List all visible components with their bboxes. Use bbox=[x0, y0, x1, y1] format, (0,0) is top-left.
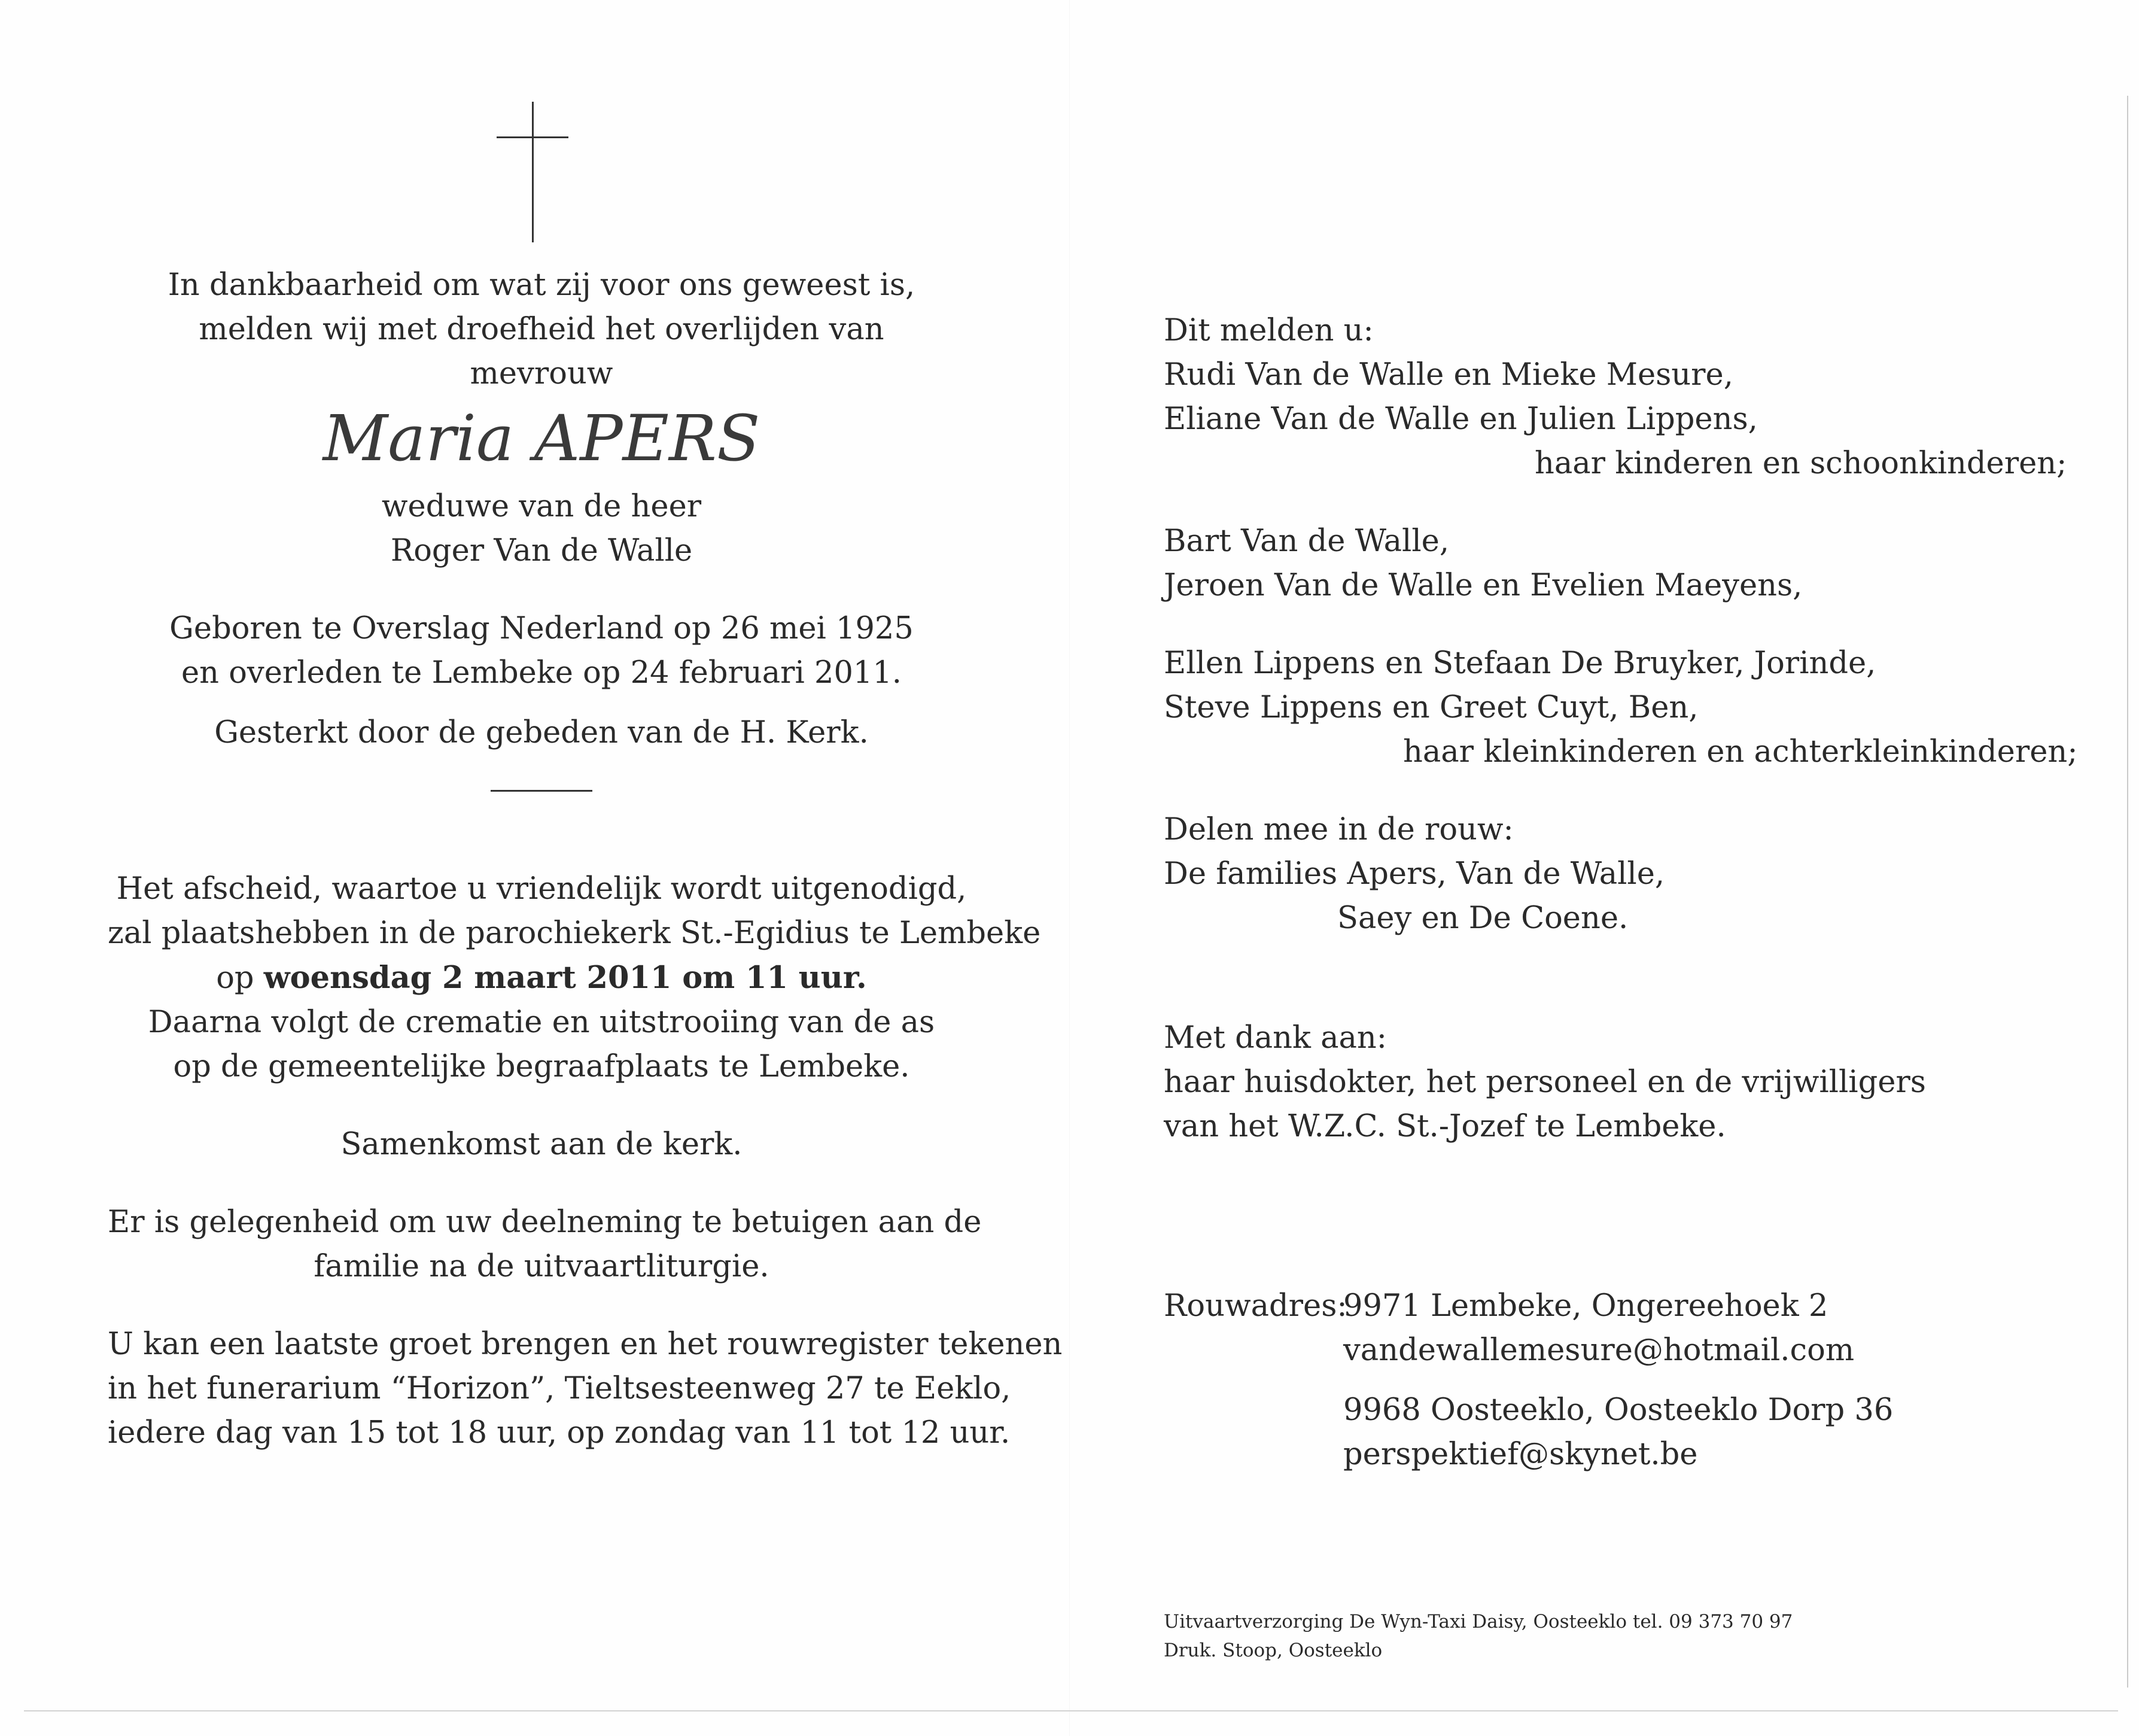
visitation-line: U kan een laatste groet brengen en het rouwregister tekenen bbox=[108, 1327, 1063, 1362]
spouse-line: weduwe van de heer bbox=[381, 489, 702, 524]
child-line: Eliane Van de Walle en Julien Lippens, bbox=[1164, 402, 1758, 437]
address-line bbox=[1164, 1284, 2037, 1328]
grandchild-line: Jeroen Van de Walle en Evelien Maeyens, bbox=[1164, 568, 1803, 603]
address-label: Rouwadres: bbox=[1164, 1288, 1347, 1324]
visitation-line: in het funerarium “Horizon”, Tieltsesteenweg 27 te Eeklo, bbox=[108, 1371, 1011, 1406]
child-line: Rudi Van de Walle en Mieke Mesure, bbox=[1164, 357, 1733, 393]
spouse-line: Roger Van de Walle bbox=[390, 533, 693, 568]
grandchild-line: Ellen Lippens en Stefaan De Bruyker, Jorinde, bbox=[1164, 646, 1876, 681]
farewell-line: op de gemeentelijke begraafplaats te Lembeke. bbox=[173, 1049, 910, 1084]
mourning-label: Delen mee in de rouw: bbox=[1164, 812, 1514, 847]
email-2: perspektief@skynet.be bbox=[1343, 1437, 1698, 1472]
farewell-line: zal plaatshebben in de parochiekerk St.-Egidius te Lembeke bbox=[108, 916, 1041, 951]
gathering-line: Samenkomst aan de kerk. bbox=[340, 1127, 743, 1162]
birth-line: Geboren te Overslag Nederland op 26 mei 1925 bbox=[169, 611, 914, 646]
printer-line: Druk. Stoop, Oosteeklo bbox=[1164, 1640, 1383, 1661]
deceased-name: Maria APERS bbox=[322, 402, 760, 475]
intro-line: mevrouw bbox=[470, 356, 613, 391]
email-1: vandewallemesure@hotmail.com bbox=[1343, 1333, 1855, 1368]
address-2: 9968 Oosteeklo, Oosteeklo Dorp 36 bbox=[1343, 1393, 1894, 1428]
grandchildren-role: haar kleinkinderen en achterkleinkinderen; bbox=[1403, 734, 2078, 770]
card-fold bbox=[1069, 0, 1070, 1736]
thanks-line: van het W.Z.C. St.-Jozef te Lembeke. bbox=[1164, 1109, 1726, 1144]
intro-line: melden wij met droefheid het overlijden van bbox=[199, 312, 884, 347]
thanks-label: Met dank aan: bbox=[1164, 1020, 1387, 1056]
announce-label: Dit melden u: bbox=[1164, 313, 1374, 348]
grandchild-line: Bart Van de Walle, bbox=[1164, 524, 1450, 559]
families-line: De families Apers, Van de Walle, bbox=[1164, 856, 1665, 892]
card-bottom-edge bbox=[24, 1710, 2118, 1711]
card-right-edge bbox=[2127, 96, 2128, 1688]
farewell-date: woensdag 2 maart 2011 om 11 uur. bbox=[263, 960, 867, 996]
address-1: 9971 Lembeke, Ongereehoek 2 bbox=[1343, 1288, 1828, 1324]
undertaker-line: Uitvaartverzorging De Wyn-Taxi Daisy, Oosteeklo tel. 09 373 70 97 bbox=[1164, 1611, 1793, 1632]
family-column bbox=[1164, 309, 2078, 1477]
farewell-date-line bbox=[108, 956, 975, 1001]
printer-footer bbox=[1164, 1607, 1793, 1665]
death-line: en overleden te Lembeke op 24 februari 2011. bbox=[181, 655, 902, 691]
church-line: Gesterkt door de gebeden van de H. Kerk. bbox=[214, 715, 869, 750]
farewell-prefix: op bbox=[216, 960, 264, 996]
farewell-line: Daarna volgt de crematie en uitstrooiing van de as bbox=[148, 1005, 935, 1040]
farewell-line: Het afscheid, waartoe u vriendelijk wordt uitgenodigd, bbox=[116, 871, 967, 907]
intro-line: In dankbaarheid om wat zij voor ons geweest is, bbox=[168, 267, 915, 303]
condolence-line: Er is gelegenheid om uw deelneming te betuigen aan de bbox=[108, 1205, 982, 1240]
thanks-line: haar huisdokter, het personeel en de vrijwilligers bbox=[1164, 1065, 1926, 1100]
condolence-line: familie na de uitvaartliturgie. bbox=[314, 1249, 769, 1284]
children-role: haar kinderen en schoonkinderen; bbox=[1535, 446, 2067, 481]
cross-icon bbox=[497, 102, 568, 242]
announcement-column bbox=[108, 263, 1063, 1455]
visitation-line: iedere dag van 15 tot 18 uur, op zondag van 11 tot 12 uur. bbox=[108, 1415, 1011, 1451]
grandchild-line: Steve Lippens en Greet Cuyt, Ben, bbox=[1164, 690, 1699, 725]
families-line: Saey en De Coene. bbox=[1337, 901, 1629, 936]
